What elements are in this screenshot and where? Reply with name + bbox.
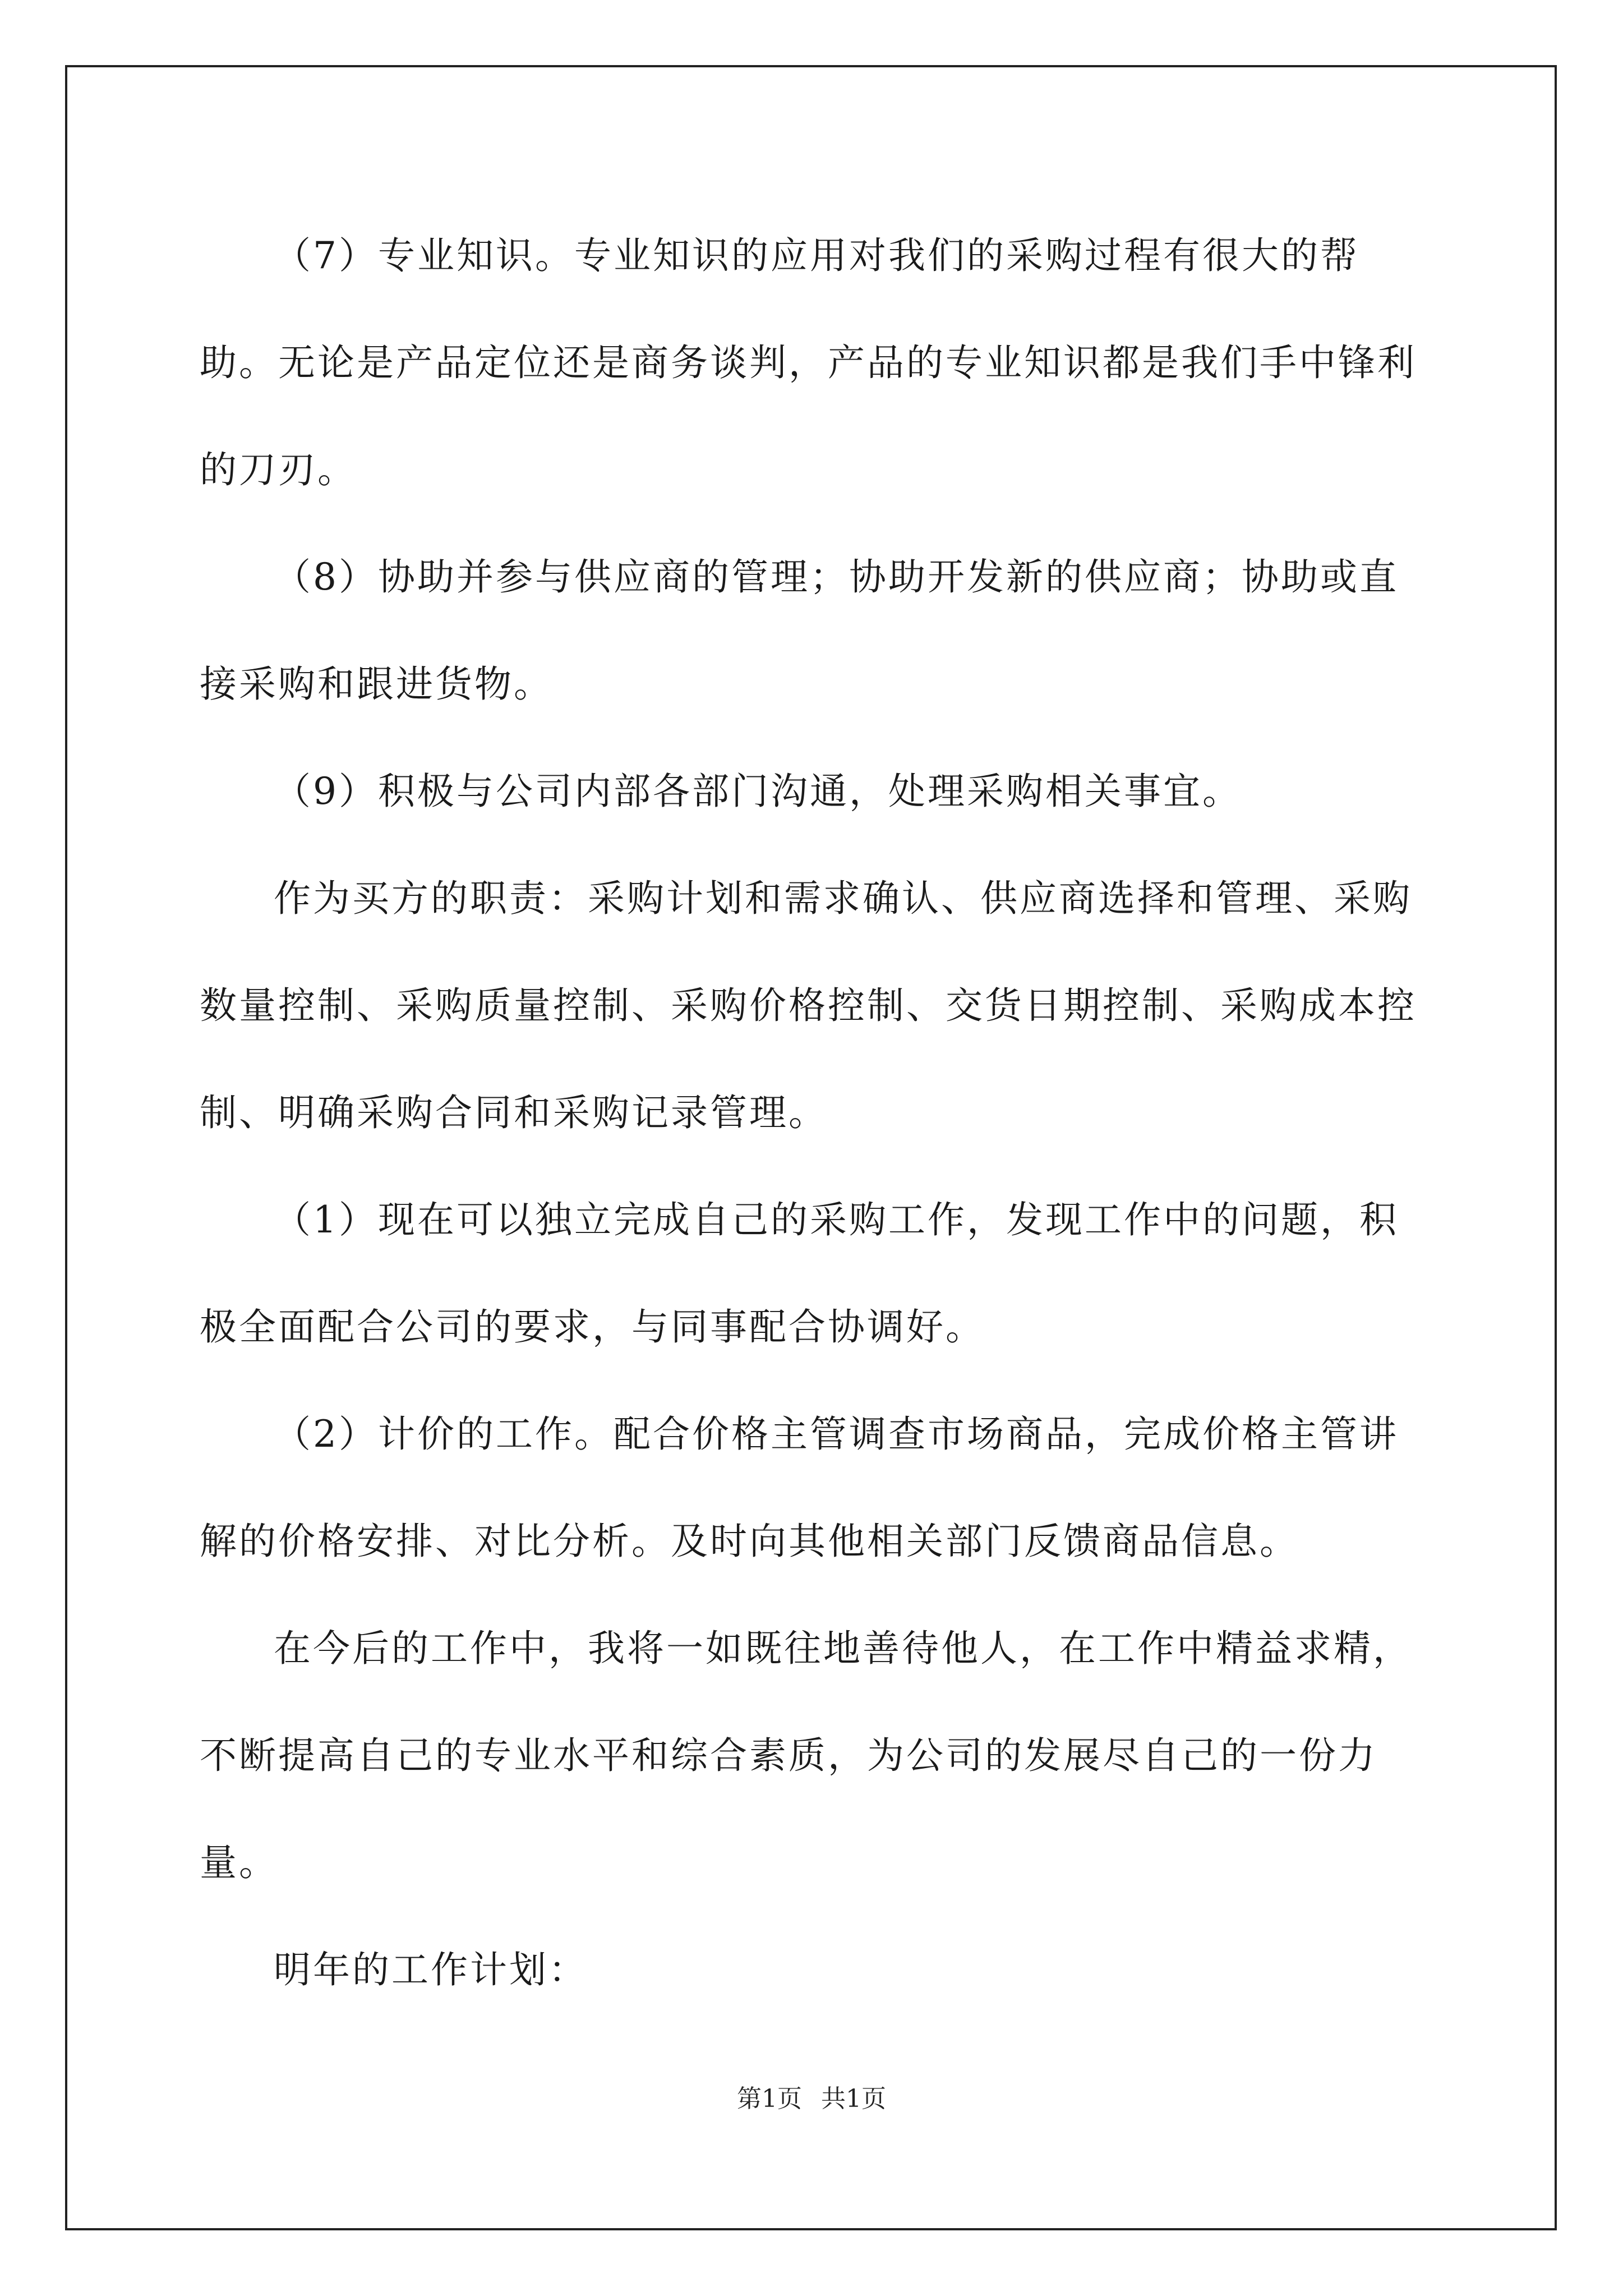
paragraph-8-supplier-management: （8）协助并参与供应商的管理；协助开发新的供应商；协助或直接采购和跟进货物。 xyxy=(200,555,1399,706)
paragraph-2-pricing-work: （2）计价的工作。配合价格主管调查市场商品，完成价格主管讲解的价格安排、对比分析。及时向其他相关部门反馈商品信息。 xyxy=(200,1412,1399,1563)
paragraph-1-independent-work: （1）现在可以独立完成自己的采购工作，发现工作中的问题，积极全面配合公司的要求，与同事配合协调好。 xyxy=(200,1198,1399,1349)
page-number: 第1页 xyxy=(737,2085,802,2113)
paragraph-future-work: 在今后的工作中，我将一如既往地善待他人，在工作中精益求精，不断提高自己的专业水平和综合素质，为公司的发展尽自己的一份力量。 xyxy=(200,1627,1412,1884)
paragraph-buyer-duties: 作为买方的职责：采购计划和需求确认、供应商选择和管理、采购数量控制、采购质量控制、采购价格控制、交货日期控制、采购成本控制、明确采购合同和采购记录管理。 xyxy=(200,877,1417,1134)
document-body xyxy=(200,202,1428,2023)
page-footer xyxy=(0,2078,1623,2114)
paragraph-7-expertise: （7）专业知识。专业知识的应用对我们的采购过程有很大的帮助。无论是产品定位还是商务谈判，产品的专业知识都是我们手中锋利的刀刃。 xyxy=(200,234,1417,491)
paragraph-9-communication: （9）积极与公司内部各部门沟通，处理采购相关事宜。 xyxy=(274,770,1242,813)
page-total: 共1页 xyxy=(821,2085,886,2113)
paragraph-next-year-plan: 明年的工作计划： xyxy=(274,1948,588,1991)
